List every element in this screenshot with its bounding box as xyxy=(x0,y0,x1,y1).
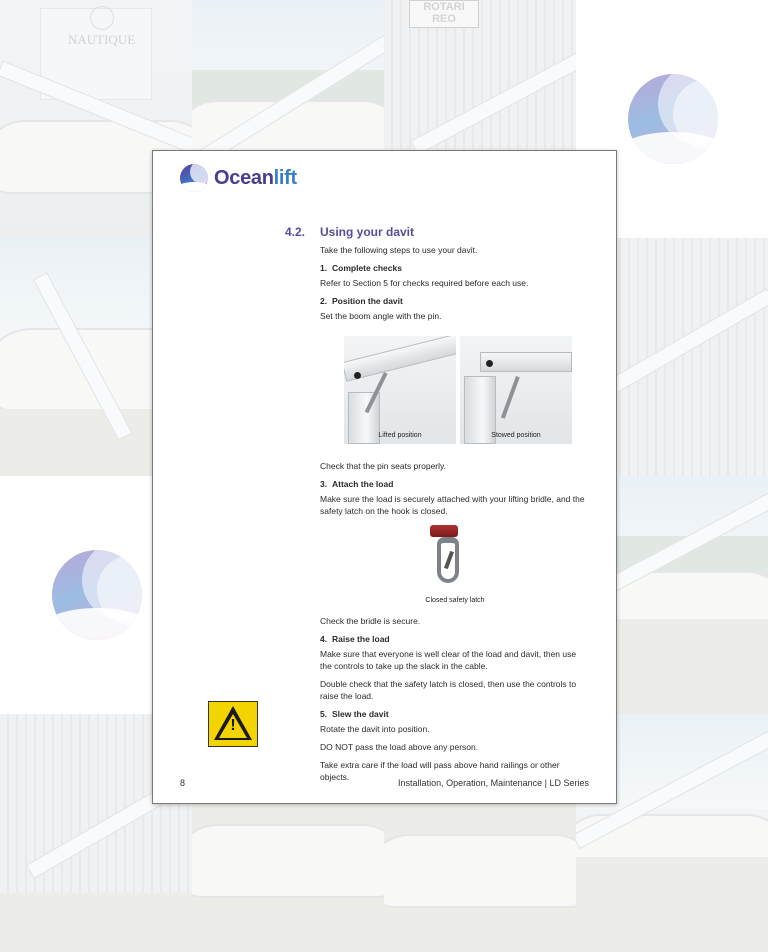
brand-name-lift: lift xyxy=(273,166,297,189)
wave-circle-icon xyxy=(180,164,208,192)
step-text: Set the boom angle with the pin. xyxy=(320,311,442,321)
step-number: 2. xyxy=(320,296,328,306)
page-number: 8 xyxy=(180,778,186,788)
davit-position-photos xyxy=(320,328,590,456)
lifted-position-photo xyxy=(344,336,456,444)
step-text: Make sure that everyone is well clear of the load and davit, then use the controls to take up the slack in the cable. xyxy=(320,649,577,671)
bg-sign-line-1: ROTARI xyxy=(423,1,465,13)
brand-name-ocean: Ocean xyxy=(214,166,274,189)
stowed-position-photo xyxy=(460,336,572,444)
bg-sign-line-2: REO xyxy=(432,13,456,25)
step-number: 4. xyxy=(320,634,328,644)
step-title: Position the davit xyxy=(332,296,403,306)
step-number: 5. xyxy=(320,709,328,719)
bg-wave-logo-icon-2 xyxy=(52,550,142,640)
step-text: Check the bridle is secure. xyxy=(320,616,421,626)
step-text: Make sure the load is securely attached with your lifting bridle, and the safety latch on the hook is closed. xyxy=(320,494,585,516)
step-title: Attach the load xyxy=(332,479,394,489)
step-number: 3. xyxy=(320,479,328,489)
step-heading xyxy=(320,262,590,274)
bg-sign-nautique: NAUTIQUE xyxy=(68,32,136,47)
step-heading xyxy=(320,295,590,307)
step-title: Complete checks xyxy=(332,263,402,273)
step-heading xyxy=(320,708,590,720)
step-title: Slew the davit xyxy=(332,709,389,719)
manual-page xyxy=(152,150,617,804)
safety-hook-photo xyxy=(320,523,590,609)
photo-caption: Stowed position xyxy=(491,432,541,439)
step-heading xyxy=(320,478,590,490)
bg-wave-logo-icon xyxy=(628,74,718,164)
photo-caption: Closed safety latch xyxy=(425,597,485,604)
step-text: Refer to Section 5 for checks required before each use. xyxy=(320,278,529,288)
step-text: Take extra care if the load will pass above hand railings or other objects. xyxy=(320,760,560,782)
intro-text: Take the following steps to use your davit. xyxy=(320,245,478,255)
photo-caption: Lifted position xyxy=(378,432,422,439)
warning-triangle-icon: ! xyxy=(208,701,258,747)
brand-name xyxy=(214,167,297,190)
step-text: Rotate the davit into position. xyxy=(320,724,430,734)
step-title: Raise the load xyxy=(332,634,390,644)
footer-text: Installation, Operation, Maintenance | LD Series xyxy=(398,778,589,788)
section-number: 4.2. xyxy=(285,225,306,239)
step-heading xyxy=(320,633,590,645)
section-title: Using your davit xyxy=(320,225,415,239)
step-text: Double check that the safety latch is closed, then use the controls to raise the load. xyxy=(320,679,577,701)
section-body xyxy=(320,244,590,789)
step-text: Check that the pin seats properly. xyxy=(320,461,446,471)
step-number: 1. xyxy=(320,263,328,273)
step-text: DO NOT pass the load above any person. xyxy=(320,742,479,752)
oceanlift-logo xyxy=(180,164,297,192)
